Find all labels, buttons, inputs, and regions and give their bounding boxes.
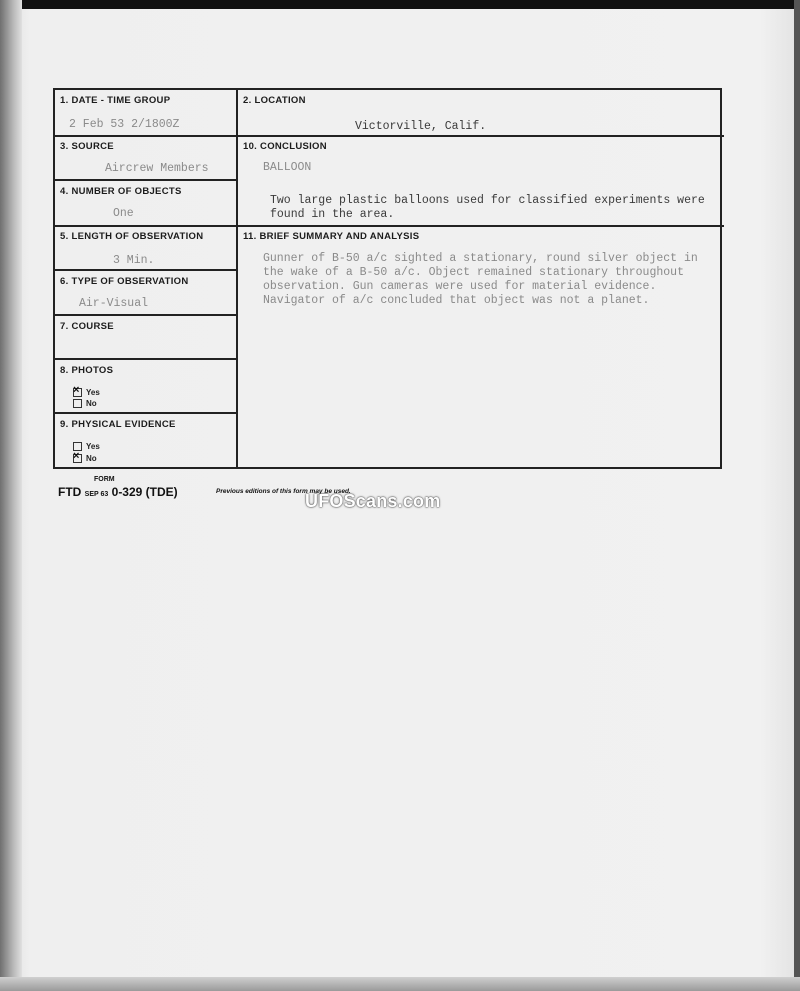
column-divider	[236, 90, 238, 467]
photos-no-text: No	[86, 399, 97, 408]
photos-yes-option	[73, 388, 100, 397]
previous-editions-note: Previous editions of this form may be used.	[216, 488, 351, 495]
location-label: 2. LOCATION	[243, 95, 306, 106]
length-of-observation-label: 5. LENGTH OF OBSERVATION	[60, 231, 204, 242]
type-of-observation-value: Air-Visual	[79, 297, 149, 310]
conclusion-value: BALLOON	[263, 161, 312, 174]
project-record-form	[53, 88, 722, 469]
photos-yes-text: Yes	[86, 388, 100, 397]
date-time-group-label: 1. DATE - TIME GROUP	[60, 95, 171, 106]
row-divider	[55, 269, 237, 271]
scan-top-edge	[0, 0, 800, 9]
source-label: 3. SOURCE	[60, 141, 114, 152]
physical-evidence-no-text: No	[86, 454, 97, 463]
row-divider	[55, 179, 237, 181]
brief-summary-label: 11. BRIEF SUMMARY AND ANALYSIS	[243, 231, 420, 242]
form-date: SEP 63	[84, 491, 109, 498]
physical-evidence-no-option	[73, 454, 97, 463]
row-divider	[55, 412, 237, 414]
scan-right-edge	[794, 0, 800, 991]
length-of-observation-value: 3 Min.	[113, 254, 155, 267]
row-divider	[55, 225, 724, 227]
form-word: FORM	[94, 476, 115, 483]
photos-no-checkbox	[73, 399, 82, 408]
form-designation	[58, 485, 178, 499]
ftd-text: FTD	[58, 485, 82, 499]
row-divider	[55, 135, 724, 137]
number-of-objects-label: 4. NUMBER OF OBJECTS	[60, 186, 182, 197]
scan-left-edge	[0, 0, 22, 991]
date-time-group-value: 2 Feb 53 2/1800Z	[69, 118, 180, 131]
location-value: Victorville, Calif.	[355, 120, 487, 133]
course-label: 7. COURSE	[60, 321, 114, 332]
brief-summary-text: Gunner of B-50 a/c sighted a stationary, round silver object in the wake of a B-50 a/c. Object remained stationary throughout observation. Gun cameras were used for material evidence. Navigator of a/c concluded that object was not a planet.	[263, 252, 698, 307]
conclusion-text: Two large plastic balloons used for classified experiments were found in the area.	[270, 194, 705, 221]
scan-bottom-edge	[0, 977, 800, 991]
photos-no-option	[73, 399, 97, 408]
row-divider	[55, 314, 237, 316]
source-value: Aircrew Members	[105, 162, 209, 175]
photos-label: 8. PHOTOS	[60, 365, 114, 376]
physical-evidence-yes-text: Yes	[86, 442, 100, 451]
number-of-objects-value: One	[113, 207, 134, 220]
form-number: 0-329 (TDE)	[111, 485, 178, 499]
physical-evidence-no-checkbox	[73, 454, 82, 463]
site-watermark: UFOScans.com	[305, 491, 441, 511]
physical-evidence-label: 9. PHYSICAL EVIDENCE	[60, 419, 176, 430]
row-divider	[55, 358, 237, 360]
conclusion-label: 10. CONCLUSION	[243, 141, 327, 152]
type-of-observation-label: 6. TYPE OF OBSERVATION	[60, 276, 189, 287]
photos-yes-checkbox	[73, 388, 82, 397]
